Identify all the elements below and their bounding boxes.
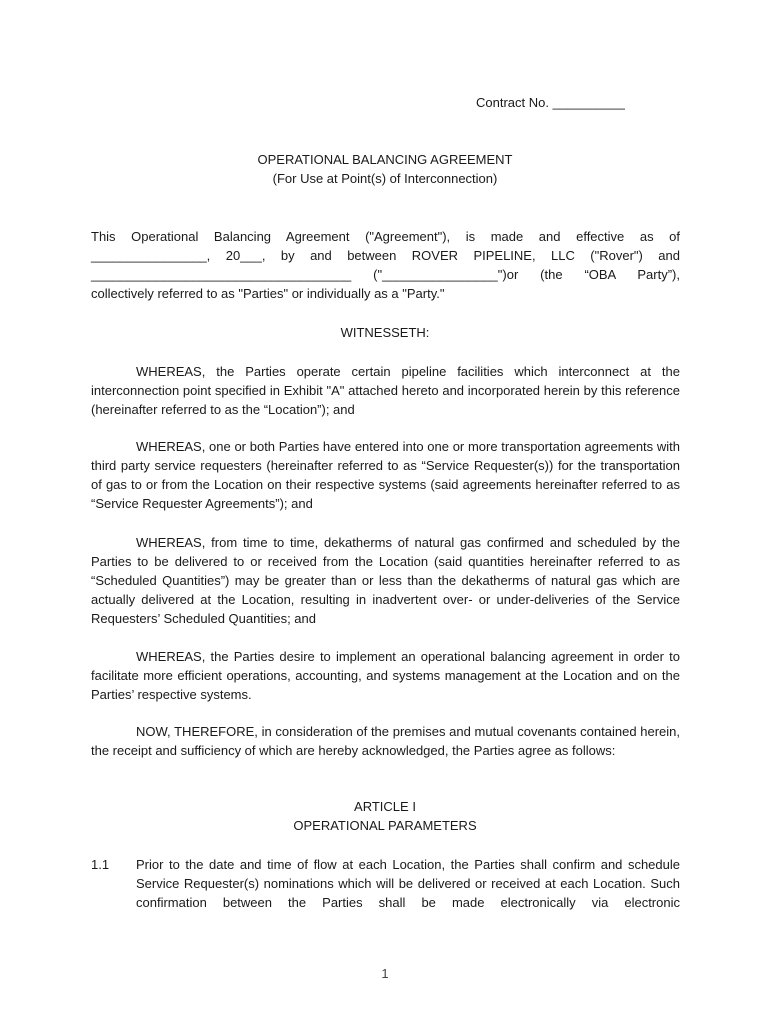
- contract-number: Contract No. __________: [476, 95, 625, 110]
- now-therefore-paragraph: NOW, THEREFORE, in consideration of the premises and mutual covenants contained herein, the receipt and sufficiency of which are hereby acknowledged, the Parties agree as follows:: [91, 724, 680, 758]
- witnesseth-heading: WITNESSETH:: [340, 325, 430, 340]
- whereas-paragraph-2: WHEREAS, one or both Parties have entered into one or more transportation agreements with third party service requesters (hereinafter referred to as “Service Requester(s)) for the transportation of gas to or from the Location on their respective systems (said agreements hereinafter referred to as “Service Requester Agreements”); and: [91, 439, 680, 511]
- intro-line-3: ____________________________________ ("________________")or (the “OBA Party”),: [91, 267, 680, 282]
- whereas-paragraph-1: WHEREAS, the Parties operate certain pipeline facilities which interconnect at the interconnection point specified in Exhibit "A" attached hereto and incorporated herein by this reference (hereinafter referred to as the “Location”); and: [91, 364, 680, 417]
- whereas-paragraph-3: WHEREAS, from time to time, dekatherms of natural gas confirmed and scheduled by the Parties to be delivered to or received from the Location (said quantities hereinafter referred to as “Scheduled Quantities”) may be greater than or less than the dekatherms of natural gas which are actually delivered at the Location, resulting in inadvertent over- or under-deliveries of the Service Requesters’ Scheduled Quantities; and: [91, 535, 680, 626]
- section-text: Prior to the date and time of flow at each Location, the Parties shall confirm and schedule Service Requester(s) nominations which will be delivered or received at each Location. Such confirmation between the Parties shall be made electronically via electronic: [136, 857, 680, 910]
- intro-paragraph: [91, 227, 680, 303]
- whereas-paragraph-4: WHEREAS, the Parties desire to implement an operational balancing agreement in order to facilitate more efficient operations, accounting, and systems management at the Location and on the Parties’ respective systems.: [91, 649, 680, 702]
- article-heading: [0, 797, 770, 835]
- article-number: ARTICLE I: [354, 799, 416, 814]
- intro-line-4: collectively referred to as "Parties" or individually as a "Party.": [91, 286, 445, 301]
- agreement-subtitle: (For Use at Point(s) of Interconnection): [272, 171, 498, 186]
- agreement-title: OPERATIONAL BALANCING AGREEMENT: [257, 152, 513, 167]
- section-number: 1.1: [91, 857, 110, 872]
- page-number: 1: [381, 966, 389, 981]
- intro-line-1: This Operational Balancing Agreement ("Agreement"), is made and effective as of: [91, 229, 680, 244]
- article-title: OPERATIONAL PARAMETERS: [293, 818, 477, 833]
- intro-line-2: ________________, 20___, by and between ROVER PIPELINE, LLC ("Rover") and: [91, 248, 680, 263]
- title-block: [0, 150, 770, 188]
